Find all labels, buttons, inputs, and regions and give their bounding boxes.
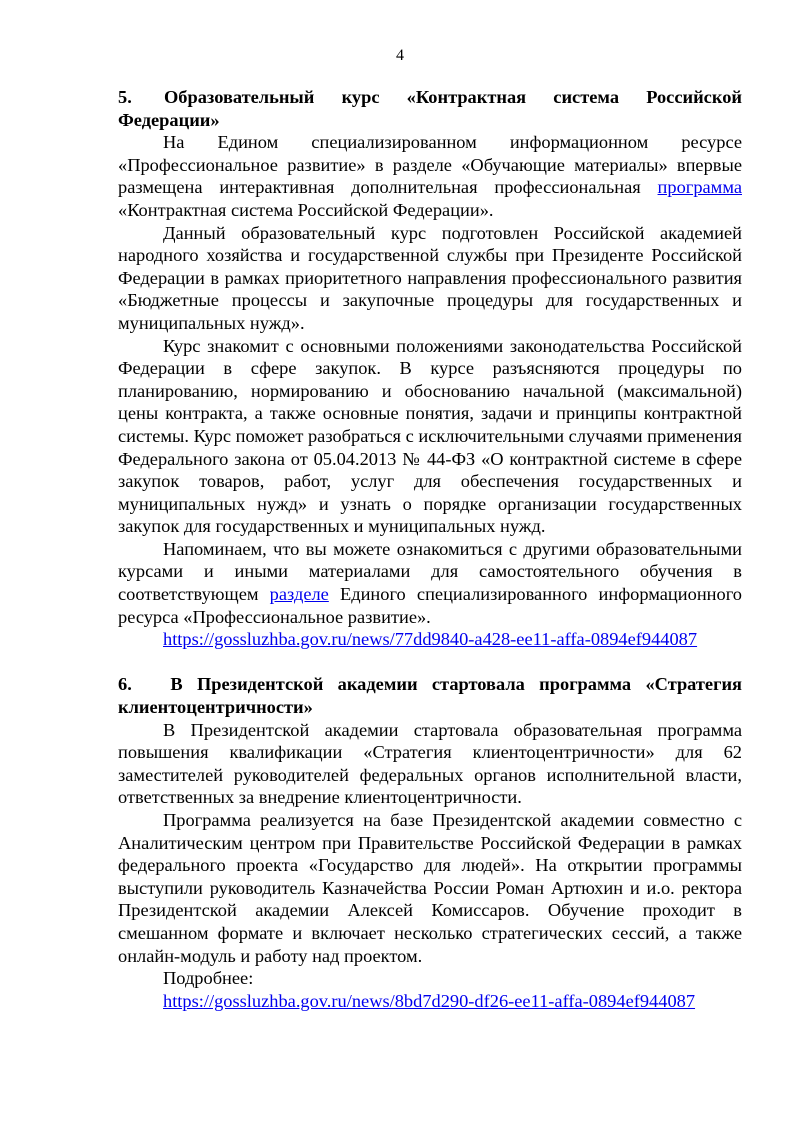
section-link[interactable]: разделе [269, 584, 329, 605]
section-5-paragraph-2: Данный образовательный курс подготовлен Российской академией народного хозяйства и государственной службы при Президенте Российской Федерации в рамках приоритетного направления профессионального развития «Бюджетные процессы и закупочные процедуры для государственных и муниципальных нужд». [118, 222, 742, 333]
section-5-paragraph-4 [118, 538, 742, 628]
section-6-paragraph-1: В Президентской академии стартовала образовательная программа повышения квалификации «Стратегия клиентоцентричности» для 62 заместителей руководителей федеральных органов исполнительной власти, ответственных за внедрение клиентоцентричности. [118, 719, 742, 808]
section-spacer [118, 651, 742, 674]
section-5-paragraph-3: Курс знакомит с основными положениями законодательства Российской Федерации в сфере закупок. В курсе разъясняются процедуры по планированию, нормированию и обоснованию начальной (максимальной) цены контракта, а также основные понятия, задачи и принципы контрактной системы. Курс поможет разобраться с исключительными случаями применения Федерального закона от 05.04.2013 № 44-ФЗ «О контрактной системе в сфере закупок товаров, работ, услуг для обеспечения государственных и муниципальных нужд» и узнать о порядке организации государственных закупок для государственных и муниципальных нужд. [118, 335, 742, 537]
section-5-number: 5. [118, 87, 132, 107]
section-5-heading [118, 86, 742, 131]
section-5-url-line [118, 628, 742, 651]
section-5-p4-text-after: Единого специализированного информационного ресурса «Профессиональное развитие». [118, 584, 742, 627]
section-6-heading: 6. В Президентской академии стартовала программа «Стратегия клиентоцентричности» [118, 674, 742, 718]
section-6-news-url[interactable]: https://gossluzhba.gov.ru/news/8bd7d290-df26-ee11-affa-0894ef944087 [163, 990, 696, 1011]
section-6-title: В Президентской академии стартовала программа «Стратегия клиентоцентричности» [118, 674, 742, 718]
section-6-paragraph-2: Программа реализуется на базе Президентской академии совместно с Аналитическим центром при Правительстве Российской Федерации в рамках федерального проекта «Государство для людей». На открытии программы выступили руководитель Казначейства России Роман Артюхин и и.о. ректора Президентской академии Алексей Комиссаров. Обучение проходит в смешанном формате и включает несколько стратегических сессий, а также онлайн-модуль и работу над проектом. [118, 810, 742, 966]
document-body [118, 86, 742, 1012]
section-5-p1-text-before: На Едином специализированном информационном ресурсе «Профессиональное развитие» в разделе «Обучающие материалы» впервые размещена интерактивная дополнительная профессиональная [118, 132, 742, 198]
program-link[interactable]: программа [657, 177, 742, 198]
section-6-url-line [118, 990, 742, 1013]
page-number: 4 [396, 47, 404, 64]
section-5-p1-text-after: «Контрактная система Российской Федерации». [118, 199, 494, 220]
section-6-more-label: Подробнее: [163, 968, 254, 989]
section-5-p4-text-before: Напоминаем, что вы можете ознакомиться с другими образовательными курсами и иными материалами для самостоятельного обучения в соответствующем [118, 538, 742, 605]
section-5-title: Образовательный курс «Контрактная система Российской Федерации» [118, 87, 742, 130]
section-5-news-url[interactable]: https://gossluzhba.gov.ru/news/77dd9840-a428-ee11-affa-0894ef944087 [163, 629, 698, 650]
section-5-paragraph-1 [118, 131, 742, 221]
